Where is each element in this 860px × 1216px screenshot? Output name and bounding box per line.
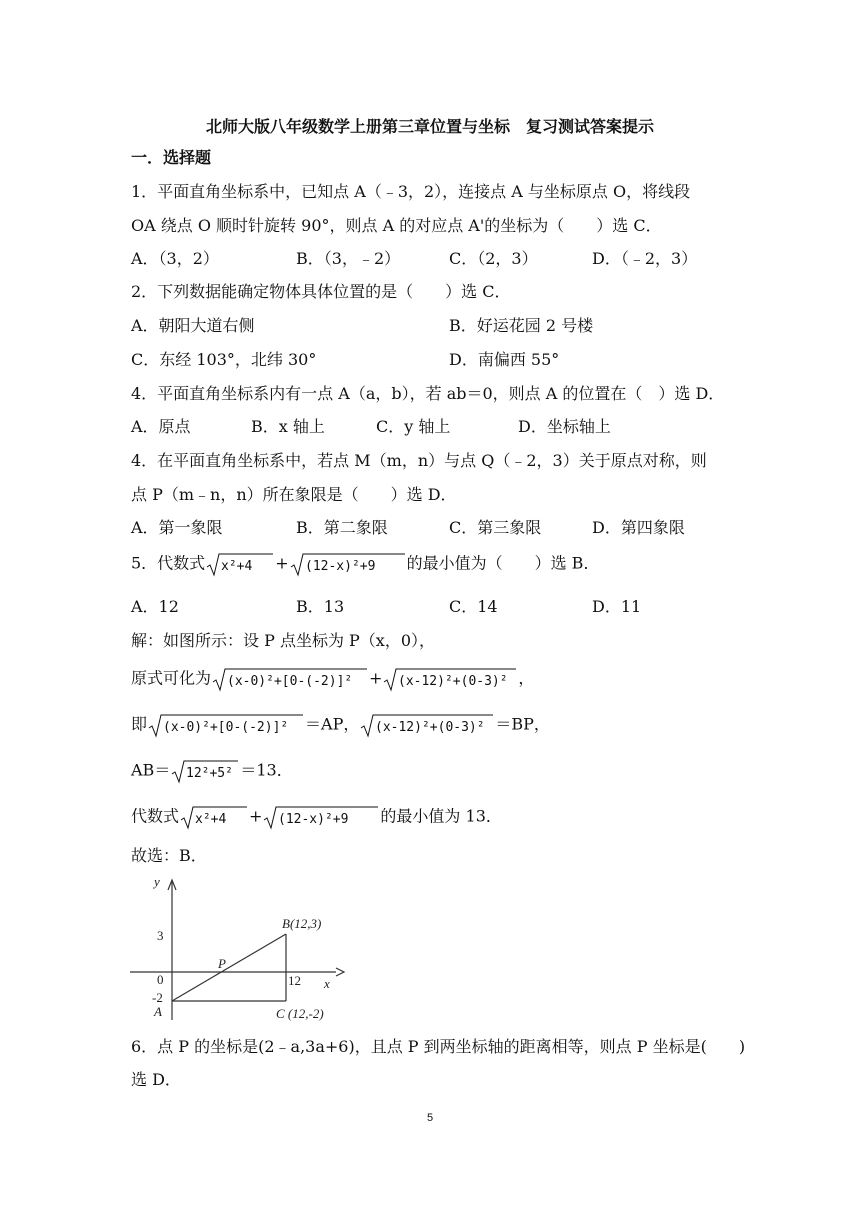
solution-radical-7 [262,804,380,830]
solution-radical-1-text: (x-0)²+[0-(-2)]² [227,674,353,689]
solution-radical-2-text: (x-12)²+(0-3)² [398,674,508,689]
solution-line5-suffix: 的最小值为 13． [380,806,502,826]
solution-radical-5-text: 12²+5² [186,766,234,781]
q5-prefix: 5．代数式 [131,553,206,573]
q4-line1: 4．在平面直角坐标系中，若点 M（m，n）与点 Q（﹣2，3）关于原点对称，则 [131,451,707,470]
solution-radical-5 [170,758,240,784]
document-title: 北师大版八年级数学上册第三章位置与坐标 复习测试答案提示 [205,117,654,136]
solution-line2-suffix: ， [518,668,535,688]
solution-radical-4-text: (x-12)²+(0-3)² [375,720,485,735]
label-y: y [154,874,160,889]
solution-line3-prefix: 即 [131,714,148,734]
q4-option-c: C．第三象限 [449,518,542,537]
q5-radical-1 [205,551,275,577]
label-c: C (12,-2) [276,1006,324,1021]
q3-option-d: D．坐标轴上 [518,417,611,436]
q3-line1: 4．平面直角坐标系内有一点 A（a，b），若 ab＝0，则点 A 的位置在（ ）选 D． [131,384,725,403]
solution-radical-1 [211,666,369,692]
solution-line4-suffix: ＝13． [240,760,293,780]
solution-line3-suffix: ＝BP， [495,714,550,734]
label-zero: 0 [157,972,164,987]
section-heading: 一．选择题 [131,148,212,167]
solution-radical-7-text: (12-x)²+9 [278,812,349,827]
segment-ab [172,934,286,1001]
q2-option-b: B．好运花园 2 号楼 [449,316,594,335]
q5-suffix: 的最小值为（ ）选 B． [406,553,600,573]
q3-option-c: C．y 轴上 [376,417,451,436]
q5-radical-2-text: (12-x)²+9 [304,559,376,574]
solution-line4 [131,758,293,784]
solution-line3 [131,712,550,738]
solution-radical-3 [147,712,305,738]
label-a: A [154,1004,162,1019]
coordinate-figure [124,870,354,1030]
solution-line2: 原式可化为 (x-0)²+[0-(-2)]² + (x-12)²+(0-3)² ， [131,666,534,692]
q1-option-c: C．（2，3） [449,249,538,268]
q2-option-d: D．南偏西 55° [449,350,560,369]
label-neg2: -2 [152,990,163,1005]
solution-line2-prefix: 原式可化为 [131,668,212,688]
q3-option-b: B．x 轴上 [251,417,325,436]
solution-radical-3-text: (x-0)²+[0-(-2)]² [163,720,289,735]
q5-radical-1-text: x²+4 [221,559,253,574]
q4-option-a: A．第一象限 [131,518,223,537]
solution-radical-6 [179,804,249,830]
solution-line3-mid: ＝AP， [305,714,360,734]
q2-line1: 2．下列数据能确定物体具体位置的是（ ）选 C． [131,282,511,301]
q6-line2: 选 D． [131,1070,181,1089]
q5-radical-2 [289,551,407,577]
solution-radical-2 [382,666,518,692]
q2-option-c: C．东经 103°，北纬 30° [131,350,317,369]
q5-option-b: B．13 [296,597,345,616]
solution-line5-prefix: 代数式 [131,806,180,826]
q5-line1: 5．代数式 x²+4 + (12-x)²+9 的最小值为（ ）选 B． [131,551,599,577]
label-twelve: 12 [288,973,301,988]
q2-option-a: A．朝阳大道右侧 [131,316,255,335]
solution-line6: 故选：B． [131,846,207,865]
q4-line2: 点 P（m﹣n，n）所在象限是（ ）选 D． [131,485,457,504]
q1-option-a: A．（3，2） [131,249,219,268]
q1-option-b: B．（3，﹣2） [296,249,401,268]
solution-radical-6-text: x²+4 [195,812,227,827]
q1-line2: OA 绕点 O 顺时针旋转 90°，则点 A 的对应点 A'的坐标为（ ）选 C． [131,216,662,235]
q4-option-b: B．第二象限 [296,518,388,537]
q5-option-a: A．12 [131,597,179,616]
label-x: x [324,976,330,991]
q1-line1: 1．平面直角坐标系中，已知点 A（﹣3，2），连接点 A 与坐标原点 O，将线段 [131,182,691,201]
page-number: 5 [426,1112,434,1124]
x-axis-arrow-icon [336,968,344,976]
q5-option-d: D．11 [592,597,642,616]
solution-radical-4 [359,712,495,738]
q4-option-d: D．第四象限 [592,518,685,537]
q3-option-a: A．原点 [131,417,191,436]
label-p: P [218,956,226,971]
solution-line1: 解：如图所示：设 P 点坐标为 P（x，0）， [131,631,435,650]
label-b: B(12,3) [282,916,322,931]
solution-line5: 代数式 x²+4 + (12-x)²+9 的最小值为 13． [131,804,502,830]
q1-option-d: D．（﹣2，3） [592,249,698,268]
q6-line1: 6．点 P 的坐标是(2﹣a,3a+6)，且点 P 到两坐标轴的距离相等，则点 P 坐标是( ) [131,1037,746,1056]
label-three: 3 [157,928,164,943]
q5-option-c: C．14 [449,597,498,616]
solution-line4-prefix: AB＝ [131,760,171,780]
